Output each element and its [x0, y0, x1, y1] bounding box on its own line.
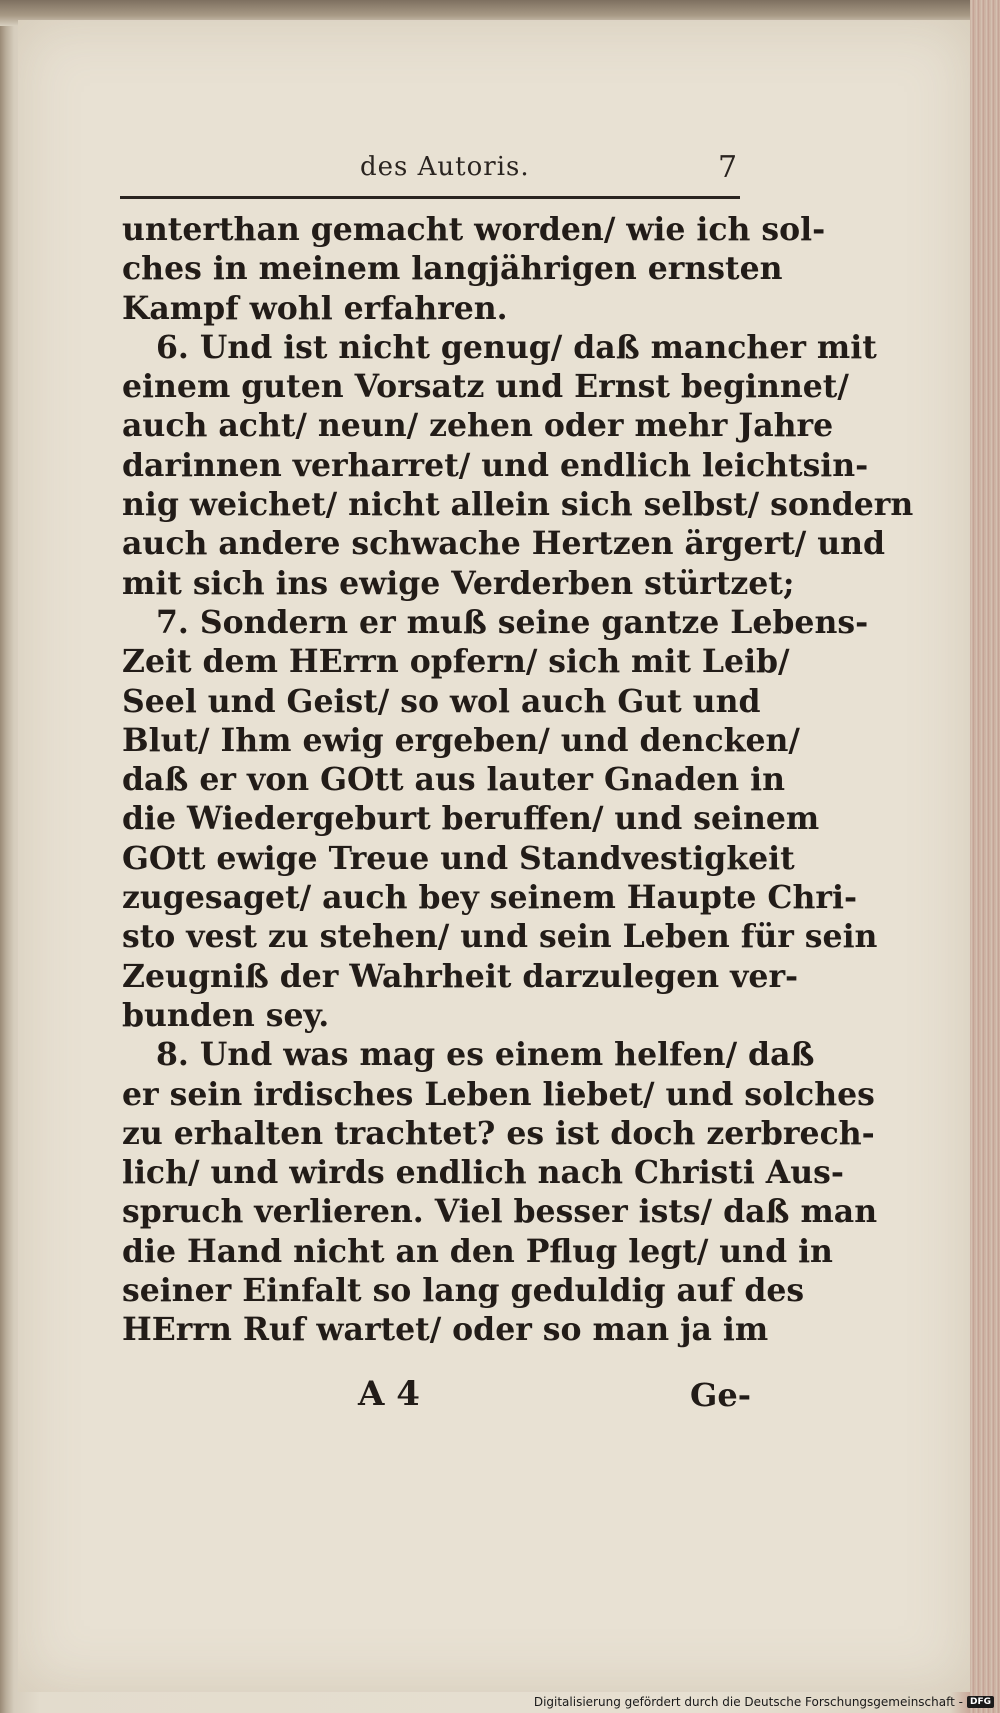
text-line: unterthan gemacht worden/ wie ich sol- — [122, 211, 826, 248]
text-line: HErrn Ruf wartet/ oder so man ja im — [122, 1311, 769, 1349]
catchword: Ge- — [690, 1376, 751, 1414]
credit-text: Digitalisierung gefördert durch die Deutsche Forschungsgemeinschaft - — [533, 1695, 963, 1709]
text-line: nig weichet/ nicht allein sich selbst/ sondern — [122, 486, 914, 524]
text-line: mit sich ins ewige Verderben stürtzet; — [122, 564, 795, 602]
running-head: des Autoris. — [360, 152, 530, 182]
text-line: daß er von GOtt aus lauter Gnaden in — [122, 761, 785, 799]
text-line: einem guten Vorsatz und Ernst beginnet/ — [122, 368, 849, 406]
text-line: Zeugniß der Wahrheit darzulegen ver- — [122, 957, 799, 995]
text-line: sto vest zu stehen/ und sein Leben für sein — [122, 918, 878, 956]
text-line: bunden sey. — [122, 996, 330, 1034]
text-line: zu erhalten trachtet? es ist doch zerbrech- — [122, 1114, 875, 1152]
text-line: lich/ und wirds endlich nach Christi Aus- — [122, 1154, 844, 1192]
text-line: die Hand nicht an den Pflug legt/ und in — [122, 1232, 833, 1270]
text-line: zugesaget/ auch bey seinem Haupte Chri- — [122, 879, 858, 917]
text-line: 6. Und ist nicht genug/ daß mancher mit — [156, 328, 877, 366]
signature-mark: A 4 — [358, 1374, 420, 1414]
text-line: 7. Sondern er muß seine gantze Lebens- — [156, 603, 869, 641]
header-rule — [120, 196, 740, 199]
text-line: Blut/ Ihm ewig ergeben/ und dencken/ — [122, 721, 800, 759]
text-line: Kampf wohl erfahren. — [122, 289, 508, 327]
text-line: spruch verlieren. Viel besser ists/ daß man — [122, 1193, 878, 1231]
text-line: Zeit dem HErrn opfern/ sich mit Leib/ — [122, 643, 790, 681]
text-line: auch andere schwache Hertzen ärgert/ und — [122, 525, 886, 563]
text-line: ches in meinem langjährigen ernsten — [122, 250, 783, 288]
page-number: 7 — [718, 150, 738, 185]
dfg-logo-icon: DFG — [967, 1696, 994, 1708]
text-line: 8. Und was mag es einem helfen/ daß — [156, 1036, 815, 1074]
page-stack-edge — [970, 0, 1000, 1713]
text-line: darinnen verharret/ und endlich leichtsin- — [122, 446, 869, 484]
text-line: Seel und Geist/ so wol auch Gut und — [122, 682, 761, 720]
text-line: die Wiedergeburt beruffen/ und seinem — [122, 800, 820, 838]
digitization-credit — [534, 1695, 994, 1709]
body-text — [122, 210, 914, 1350]
text-line: er sein irdisches Leben liebet/ und solches — [122, 1075, 875, 1113]
text-line: seiner Einfalt so lang geduldig auf des — [122, 1272, 805, 1310]
text-line: GOtt ewige Treue und Standvestigkeit — [122, 839, 795, 877]
text-line: auch acht/ neun/ zehen oder mehr Jahre — [122, 407, 834, 445]
